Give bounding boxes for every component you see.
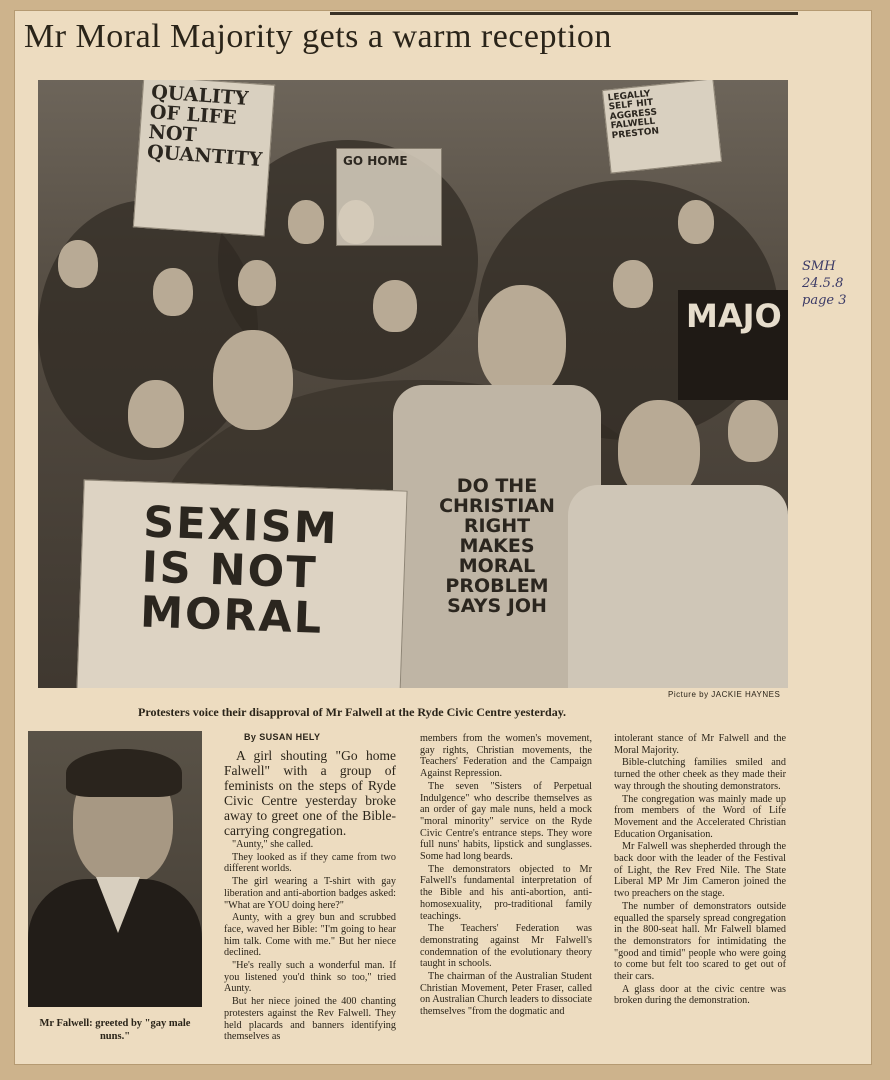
headline: Mr Moral Majority gets a warm reception — [24, 18, 612, 55]
article-column-2 — [420, 733, 592, 1019]
protester-tshirt: DO THE CHRISTIAN RIGHT MAKES MORAL PROBLEM SAYS JOH — [393, 385, 601, 688]
paragraph: The seven "Sisters of Perpetual Indulgence" who describe themselves as an order of gay male nuns, held a mock "moral minority" service on the Ryde Civic Centre's entrance steps. They wore full nuns' habits, lipstick and sunglasses. Some had long beards. — [420, 780, 592, 863]
portrait-caption: Mr Falwell: greeted by "gay male nuns." — [39, 1018, 191, 1042]
handwritten-note: SMH 24.5.8 page 3 — [802, 259, 847, 308]
paragraph: The demonstrators objected to Mr Falwell's fundamental interpretation of the Bible and his anti-abortion, anti-homosexuality, pro-traditional family teachings. — [420, 863, 592, 922]
paragraph: They looked as if they came from two different worlds. — [224, 851, 396, 875]
sign-top-right: LEGALLY SELF HIT AGGRESS FALWELL PRESTON — [602, 80, 722, 174]
paragraph: "He's really such a wonderful man. If you listened you'd think so too," tried Aunty. — [224, 960, 396, 995]
sign-go-home: GO HOME — [336, 148, 442, 246]
photo-caption: Protesters voice their disapproval of Mr Falwell at the Ryde Civic Centre yesterday. — [138, 705, 567, 719]
paragraph: Aunty, with a grey bun and scrubbed face, waved her Bible: "I'm going to hear him talk. Come with me." But her niece declined. — [224, 912, 396, 959]
paragraph: Mr Falwell was shepherded through the back door with the leader of the Festival of Light, the Rev Fred Nile. The State Liberal MP Mr Jim Cameron joined the two preachers on the stage. — [614, 841, 786, 900]
sign-sexism: SEXISM IS NOT MORAL — [76, 479, 407, 688]
paragraph: A glass door at the civic centre was broken during the demonstration. — [614, 983, 786, 1007]
paragraph: The girl wearing a T-shirt with gay liberation and anti-abortion badges asked: "What are YOU doing here?" — [224, 876, 396, 911]
paragraph: The Teachers' Federation was demonstrating against Mr Falwell's condemnation of the evolutionary theory taught in schools. — [420, 923, 592, 970]
paragraph: The chairman of the Australian Student Christian Movement, Peter Fraser, called on Australian Church leaders to dissociate themselves "from the dogmatic and — [420, 971, 592, 1018]
top-rule — [330, 12, 798, 15]
paragraph: The congregation was mainly made up from members of the Word of Life Movement and the Accelerated Christian Education Organisation. — [614, 793, 786, 840]
banner-majority: MAJO — [678, 290, 788, 400]
paragraph: Bible-clutching families smiled and turned the other cheek as they made their way through the shouting demonstrators. — [614, 757, 786, 792]
paragraph: members from the women's movement, gay rights, Christian movements, the Teachers' Federation and the Campaign Against Repression. — [420, 733, 592, 780]
sign-quality: QUALITY OF LIFE NOT QUANTITY — [133, 80, 275, 236]
article-column-1 — [224, 748, 396, 1044]
paragraph: A girl shouting "Go home Falwell" with a group of feminists on the steps of Ryde Civic Centre yesterday broke away to greet one of the Bible-carrying congregation. — [224, 748, 396, 838]
falwell-portrait — [28, 731, 202, 1007]
paragraph: But her niece joined the 400 chanting protesters against the Rev Falwell. They held placards and banners identifying themselves as — [224, 996, 396, 1043]
paragraph: The number of demonstrators outside equalled the sparsely spread congregation in the 800-seat hall. Mr Falwell blamed the demonstrators for intimidating the "good and timid" people who were going to come but felt too scared to get out of their cars. — [614, 900, 786, 983]
byline: By SUSAN HELY — [244, 732, 321, 742]
article-column-3 — [614, 733, 786, 1008]
paragraph: intolerant stance of Mr Falwell and the Moral Majority. — [614, 733, 786, 756]
paragraph: "Aunty," she called. — [232, 839, 314, 850]
photo-credit: Picture by JACKIE HAYNES — [668, 690, 781, 699]
protest-photo — [38, 80, 788, 688]
